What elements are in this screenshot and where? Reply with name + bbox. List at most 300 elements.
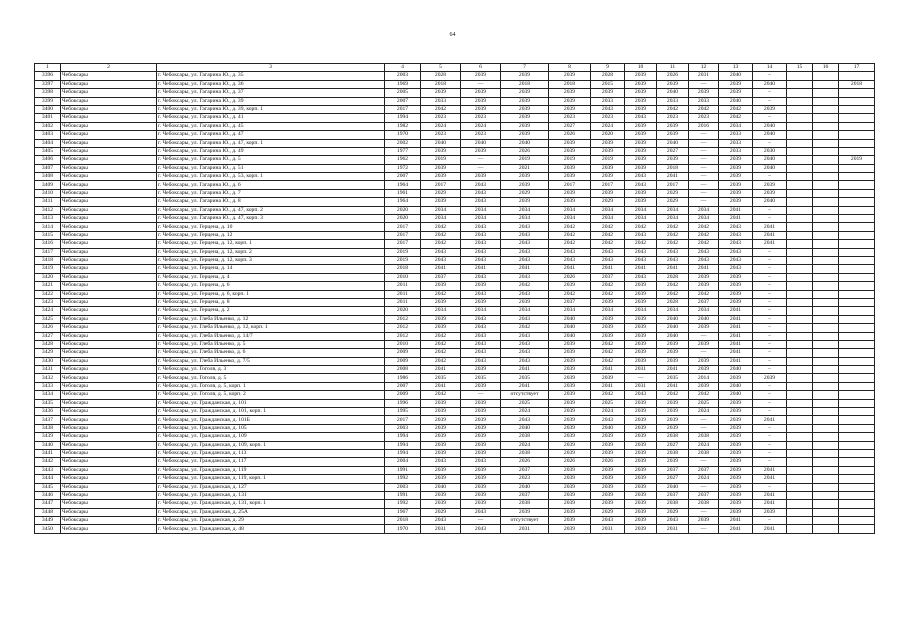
table-cell: 2039 bbox=[719, 508, 753, 516]
table-cell bbox=[839, 475, 875, 483]
table-cell bbox=[813, 416, 839, 424]
table-cell: 3445 bbox=[35, 483, 61, 491]
table-row bbox=[35, 315, 875, 323]
table-cell bbox=[813, 273, 839, 281]
table-cell: 2043 bbox=[461, 189, 501, 197]
table-cell bbox=[813, 399, 839, 407]
table-cell: 2028 bbox=[591, 72, 625, 80]
table-cell: 1991 bbox=[385, 491, 421, 499]
table-cell: 3421 bbox=[35, 282, 61, 290]
table-cell: 2041 bbox=[591, 265, 625, 273]
table-cell: 2040 bbox=[753, 131, 787, 139]
table-cell: Чебоксары bbox=[61, 189, 157, 197]
table-cell: 2010 bbox=[385, 340, 421, 348]
table-cell: 2040 bbox=[753, 164, 787, 172]
table-cell: 2039 bbox=[461, 433, 501, 441]
table-cell: 2043 bbox=[719, 265, 753, 273]
table-cell: г. Чебоксары, ул. Гагарина Ю., д. 37 bbox=[157, 89, 385, 97]
table-cell: Чебоксары bbox=[61, 357, 157, 365]
table-cell bbox=[839, 181, 875, 189]
table-cell: 2039 bbox=[625, 408, 657, 416]
table-cell: Чебоксары bbox=[61, 80, 157, 88]
table-cell: 3413 bbox=[35, 215, 61, 223]
table-cell: Чебоксары bbox=[61, 475, 157, 483]
table-cell bbox=[787, 248, 813, 256]
table-cell: 2017 bbox=[385, 240, 421, 248]
table-cell: 2041 bbox=[719, 324, 753, 332]
table-cell: – bbox=[753, 256, 787, 264]
table-cell: 2039 bbox=[753, 374, 787, 382]
table-cell: 2020 bbox=[385, 206, 421, 214]
table-cell: Чебоксары bbox=[61, 273, 157, 281]
table-cell: 2031 bbox=[625, 382, 657, 390]
table-cell: 2011 bbox=[385, 298, 421, 306]
table-cell bbox=[813, 517, 839, 525]
table-cell: 2039 bbox=[657, 416, 689, 424]
table-cell bbox=[839, 391, 875, 399]
table-cell: 2039 bbox=[719, 433, 753, 441]
table-cell: 2038 bbox=[501, 500, 549, 508]
table-cell: 2043 bbox=[421, 248, 461, 256]
table-cell: 2042 bbox=[421, 357, 461, 365]
table-cell: 2042 bbox=[719, 114, 753, 122]
table-cell: 2039 bbox=[719, 298, 753, 306]
table-cell: 2039 bbox=[719, 458, 753, 466]
table-cell: 2039 bbox=[591, 374, 625, 382]
table-cell: 2039 bbox=[689, 382, 719, 390]
table-cell: Чебоксары bbox=[61, 349, 157, 357]
table-cell: 2043 bbox=[461, 181, 501, 189]
table-row bbox=[35, 231, 875, 239]
table-cell: 3431 bbox=[35, 366, 61, 374]
table-cell: 2043 bbox=[625, 114, 657, 122]
table-cell: Чебоксары bbox=[61, 114, 157, 122]
table-cell: Чебоксары bbox=[61, 382, 157, 390]
table-cell: 2042 bbox=[657, 240, 689, 248]
table-cell: 2039 bbox=[625, 349, 657, 357]
table-cell: – bbox=[753, 324, 787, 332]
table-row bbox=[35, 114, 875, 122]
table-cell: 2043 bbox=[689, 248, 719, 256]
table-cell: 3430 bbox=[35, 357, 61, 365]
table-cell: — bbox=[689, 189, 719, 197]
table-cell: 2039 bbox=[501, 122, 549, 130]
table-cell: 2039 bbox=[591, 332, 625, 340]
table-cell bbox=[813, 139, 839, 147]
table-cell: Чебоксары bbox=[61, 156, 157, 164]
table-cell: — bbox=[689, 424, 719, 432]
table-cell: 2023 bbox=[421, 114, 461, 122]
column-number-row bbox=[35, 64, 875, 72]
table-cell: 2039 bbox=[625, 290, 657, 298]
table-cell: 1970 bbox=[385, 525, 421, 533]
table-cell: 2039 bbox=[591, 324, 625, 332]
table-cell: 2017 bbox=[591, 181, 625, 189]
table-cell: 2039 bbox=[461, 424, 501, 432]
table-cell: 2037 bbox=[689, 466, 719, 474]
table-cell: 2039 bbox=[421, 475, 461, 483]
table-cell: 2040 bbox=[657, 324, 689, 332]
table-cell: 2039 bbox=[421, 449, 461, 457]
table-row bbox=[35, 399, 875, 407]
table-cell: 2042 bbox=[421, 105, 461, 113]
table-row bbox=[35, 500, 875, 508]
table-cell bbox=[787, 147, 813, 155]
table-cell: 2043 bbox=[657, 248, 689, 256]
table-cell bbox=[839, 298, 875, 306]
table-cell: 3427 bbox=[35, 332, 61, 340]
table-cell: 3418 bbox=[35, 256, 61, 264]
table-cell: 2024 bbox=[421, 122, 461, 130]
table-cell bbox=[813, 89, 839, 97]
table-cell: 2040 bbox=[689, 315, 719, 323]
table-cell: 2039 bbox=[549, 391, 591, 399]
table-cell bbox=[839, 198, 875, 206]
table-cell: 2042 bbox=[657, 105, 689, 113]
table-cell: 2025 bbox=[689, 399, 719, 407]
table-cell: г. Чебоксары, ул. Гагарина Ю., д. 53, корп. 1 bbox=[157, 173, 385, 181]
table-cell: 2040 bbox=[549, 332, 591, 340]
table-cell: 2040 bbox=[719, 391, 753, 399]
column-number-cell: 11 bbox=[657, 64, 689, 72]
table-cell: 3412 bbox=[35, 206, 61, 214]
table-cell: 2038 bbox=[689, 449, 719, 457]
table-cell bbox=[813, 147, 839, 155]
table-cell: 2024 bbox=[461, 122, 501, 130]
table-cell bbox=[787, 265, 813, 273]
table-cell: 2043 bbox=[501, 357, 549, 365]
table-cell: 2042 bbox=[657, 231, 689, 239]
table-cell: Чебоксары bbox=[61, 173, 157, 181]
table-cell: 2039 bbox=[501, 298, 549, 306]
table-cell: 2023 bbox=[657, 114, 689, 122]
table-cell: 2039 bbox=[421, 164, 461, 172]
table-cell: 2038 bbox=[501, 433, 549, 441]
table-cell: 3402 bbox=[35, 122, 61, 130]
table-cell bbox=[787, 298, 813, 306]
table-cell bbox=[787, 206, 813, 214]
table-cell: 2040 bbox=[657, 483, 689, 491]
table-cell: 2039 bbox=[689, 89, 719, 97]
table-cell bbox=[839, 340, 875, 348]
table-cell: 2041 bbox=[549, 265, 591, 273]
table-cell: 2039 bbox=[689, 282, 719, 290]
table-cell: 1994 bbox=[385, 114, 421, 122]
table-cell: 2034 bbox=[657, 206, 689, 214]
table-cell: 2039 bbox=[501, 181, 549, 189]
table-cell: Чебоксары bbox=[61, 374, 157, 382]
table-cell bbox=[839, 357, 875, 365]
table-cell bbox=[813, 131, 839, 139]
table-cell: 2039 bbox=[689, 357, 719, 365]
table-cell: 2039 bbox=[501, 131, 549, 139]
table-cell bbox=[839, 215, 875, 223]
table-cell: 2042 bbox=[719, 105, 753, 113]
table-cell: — bbox=[461, 80, 501, 88]
table-cell: 2039 bbox=[461, 408, 501, 416]
table-cell: г. Чебоксары, ул. Гражданская, д. 109 bbox=[157, 433, 385, 441]
table-cell bbox=[787, 198, 813, 206]
table-row bbox=[35, 189, 875, 197]
table-cell: 2039 bbox=[719, 89, 753, 97]
table-cell: Чебоксары bbox=[61, 517, 157, 525]
table-cell bbox=[813, 357, 839, 365]
table-cell: 2043 bbox=[625, 173, 657, 181]
column-number-cell: 8 bbox=[549, 64, 591, 72]
table-cell: 2041 bbox=[421, 265, 461, 273]
table-cell: 2037 bbox=[689, 298, 719, 306]
table-cell: 2039 bbox=[689, 324, 719, 332]
table-cell: 2025 bbox=[501, 399, 549, 407]
table-cell: 2039 bbox=[625, 105, 657, 113]
table-cell bbox=[813, 114, 839, 122]
table-cell: 2035 bbox=[421, 374, 461, 382]
table-cell bbox=[787, 332, 813, 340]
table-cell: г. Чебоксары, ул. Глеба Ильенко, д. 6 bbox=[157, 349, 385, 357]
table-cell: 1994 bbox=[385, 433, 421, 441]
column-number-cell: 5 bbox=[421, 64, 461, 72]
table-cell: г. Чебоксары, ул. Гражданская, д. 29 bbox=[157, 517, 385, 525]
table-cell: Чебоксары bbox=[61, 223, 157, 231]
table-cell bbox=[839, 114, 875, 122]
table-cell: 3407 bbox=[35, 164, 61, 172]
table-cell bbox=[813, 206, 839, 214]
table-cell bbox=[813, 173, 839, 181]
table-cell: 2041 bbox=[719, 206, 753, 214]
table-cell: 2039 bbox=[719, 491, 753, 499]
table-cell: 2039 bbox=[657, 424, 689, 432]
table-cell: 2033 bbox=[657, 97, 689, 105]
table-cell: 2037 bbox=[689, 491, 719, 499]
table-cell: 3441 bbox=[35, 449, 61, 457]
table-row bbox=[35, 290, 875, 298]
table-cell: 1994 bbox=[385, 449, 421, 457]
table-cell bbox=[787, 449, 813, 457]
table-cell: 2042 bbox=[591, 231, 625, 239]
table-cell: 2039 bbox=[625, 156, 657, 164]
table-cell: 2039 bbox=[549, 382, 591, 390]
table-cell: 2039 bbox=[549, 500, 591, 508]
table-cell: 2039 bbox=[421, 198, 461, 206]
table-cell: 2039 bbox=[719, 290, 753, 298]
table-cell: – bbox=[753, 332, 787, 340]
table-cell: 2041 bbox=[657, 366, 689, 374]
table-cell: 2041 bbox=[657, 173, 689, 181]
table-cell: 2034 bbox=[625, 307, 657, 315]
table-cell: 1994 bbox=[385, 441, 421, 449]
table-cell: г. Чебоксары, ул. Гагарина Ю., д. 39 bbox=[157, 97, 385, 105]
table-cell: 2039 bbox=[591, 500, 625, 508]
table-cell: 2042 bbox=[421, 223, 461, 231]
table-cell: 2039 bbox=[549, 349, 591, 357]
table-cell: – bbox=[753, 282, 787, 290]
table-cell bbox=[813, 525, 839, 533]
table-cell: 2039 bbox=[549, 424, 591, 432]
table-cell bbox=[787, 340, 813, 348]
table-cell: 2042 bbox=[689, 240, 719, 248]
table-row bbox=[35, 466, 875, 474]
table-cell: Чебоксары bbox=[61, 433, 157, 441]
table-cell: 2039 bbox=[461, 449, 501, 457]
table-cell: 3434 bbox=[35, 391, 61, 399]
table-cell bbox=[839, 441, 875, 449]
table-cell: 2039 bbox=[625, 298, 657, 306]
table-cell: 2043 bbox=[719, 223, 753, 231]
column-number-cell: 14 bbox=[753, 64, 787, 72]
table-cell bbox=[813, 500, 839, 508]
table-cell bbox=[839, 223, 875, 231]
table-cell: 2031 bbox=[689, 72, 719, 80]
table-cell: 2034 bbox=[501, 215, 549, 223]
table-cell: Чебоксары bbox=[61, 466, 157, 474]
table-cell: 2039 bbox=[657, 458, 689, 466]
table-row bbox=[35, 147, 875, 155]
table-cell bbox=[787, 416, 813, 424]
table-cell: 2031 bbox=[421, 525, 461, 533]
table-cell: Чебоксары bbox=[61, 164, 157, 172]
table-cell: 3422 bbox=[35, 290, 61, 298]
table-cell: г. Чебоксары, ул. Глеба Ильенко, д. 12 bbox=[157, 315, 385, 323]
table-cell bbox=[839, 349, 875, 357]
table-cell: 2031 bbox=[625, 366, 657, 374]
table-cell: г. Чебоксары, ул. Герцена, д. 2 bbox=[157, 307, 385, 315]
table-cell bbox=[787, 466, 813, 474]
table-row bbox=[35, 156, 875, 164]
table-cell: Чебоксары bbox=[61, 206, 157, 214]
table-cell: 2039 bbox=[657, 357, 689, 365]
table-cell: г. Чебоксары, ул. Гражданская, д. 131 bbox=[157, 491, 385, 499]
table-cell: 2042 bbox=[625, 223, 657, 231]
table-cell bbox=[787, 315, 813, 323]
table-cell: г. Чебоксары, ул. Гражданская, д. 119, корп. 1 bbox=[157, 475, 385, 483]
table-cell: 2040 bbox=[501, 483, 549, 491]
table-cell: 2039 bbox=[719, 424, 753, 432]
table-cell: 2041 bbox=[753, 231, 787, 239]
table-cell: 2007 bbox=[385, 382, 421, 390]
table-cell: 1964 bbox=[385, 198, 421, 206]
table-cell bbox=[787, 366, 813, 374]
table-cell: 2042 bbox=[421, 240, 461, 248]
table-cell: 2034 bbox=[591, 307, 625, 315]
table-cell bbox=[813, 366, 839, 374]
table-cell: 1962 bbox=[385, 156, 421, 164]
table-cell: — bbox=[689, 173, 719, 181]
table-cell: 2039 bbox=[461, 382, 501, 390]
table-cell: 2039 bbox=[461, 366, 501, 374]
table-cell: 2042 bbox=[689, 231, 719, 239]
table-cell: 2039 bbox=[421, 89, 461, 97]
table-cell bbox=[839, 315, 875, 323]
table-cell: 2029 bbox=[591, 198, 625, 206]
table-cell: 3403 bbox=[35, 131, 61, 139]
table-cell: 2027 bbox=[657, 475, 689, 483]
table-cell bbox=[839, 290, 875, 298]
table-cell: 1969 bbox=[385, 80, 421, 88]
page-number: 64 bbox=[449, 32, 456, 38]
table-cell bbox=[839, 122, 875, 130]
table-cell: 2026 bbox=[549, 458, 591, 466]
table-cell: 2008 bbox=[385, 366, 421, 374]
table-cell: – bbox=[753, 114, 787, 122]
table-cell: Чебоксары bbox=[61, 500, 157, 508]
table-cell: 2041 bbox=[753, 416, 787, 424]
table-cell: Чебоксары bbox=[61, 256, 157, 264]
table-cell: 2041 bbox=[625, 265, 657, 273]
table-cell: г. Чебоксары, ул. Гагарина Ю., д. 8 bbox=[157, 198, 385, 206]
table-cell: 2038 bbox=[657, 500, 689, 508]
table-cell: 2039 bbox=[719, 399, 753, 407]
table-cell: – bbox=[753, 433, 787, 441]
table-cell: Чебоксары bbox=[61, 416, 157, 424]
table-cell: 2017 bbox=[385, 416, 421, 424]
table-cell: – bbox=[753, 458, 787, 466]
column-number-cell: 9 bbox=[591, 64, 625, 72]
table-cell: 2039 bbox=[625, 147, 657, 155]
table-cell: 2043 bbox=[461, 231, 501, 239]
table-cell: 2041 bbox=[591, 366, 625, 374]
table-cell: — bbox=[689, 458, 719, 466]
table-cell: 2004 bbox=[385, 458, 421, 466]
table-cell: 2042 bbox=[657, 223, 689, 231]
table-cell bbox=[839, 307, 875, 315]
table-cell: — bbox=[689, 349, 719, 357]
table-cell: 2043 bbox=[625, 256, 657, 264]
table-cell: — bbox=[689, 198, 719, 206]
table-cell: 2039 bbox=[625, 80, 657, 88]
table-cell: 2033 bbox=[719, 147, 753, 155]
table-cell bbox=[787, 424, 813, 432]
table-cell bbox=[813, 97, 839, 105]
table-cell: 2042 bbox=[657, 290, 689, 298]
table-cell: 2039 bbox=[719, 466, 753, 474]
table-cell: – bbox=[753, 399, 787, 407]
table-cell: – bbox=[753, 173, 787, 181]
table-cell bbox=[787, 324, 813, 332]
table-cell: 2039 bbox=[549, 282, 591, 290]
table-cell: Чебоксары bbox=[61, 508, 157, 516]
table-cell: г. Чебоксары, ул. Гражданская, д. 109, корп. 1 bbox=[157, 441, 385, 449]
table-cell: 2039 bbox=[719, 475, 753, 483]
table-cell: Чебоксары bbox=[61, 122, 157, 130]
table-cell: 2029 bbox=[657, 508, 689, 516]
table-row bbox=[35, 198, 875, 206]
table-cell: Чебоксары bbox=[61, 181, 157, 189]
table-cell: 2039 bbox=[461, 298, 501, 306]
table-cell: – bbox=[753, 290, 787, 298]
table-cell: 2042 bbox=[657, 391, 689, 399]
table-cell: — bbox=[689, 416, 719, 424]
table-cell: — bbox=[461, 517, 501, 525]
table-cell: 2034 bbox=[625, 215, 657, 223]
table-cell: г. Чебоксары, ул. Герцена, д. 6, корп. 1 bbox=[157, 290, 385, 298]
table-cell: 2040 bbox=[657, 315, 689, 323]
column-number-cell: 7 bbox=[501, 64, 549, 72]
table-cell: — bbox=[689, 525, 719, 533]
table-row bbox=[35, 458, 875, 466]
table-cell: 2024 bbox=[689, 441, 719, 449]
table-cell: 2039 bbox=[591, 139, 625, 147]
table-cell: г. Чебоксары, ул. Гагарина Ю., д. 6 bbox=[157, 181, 385, 189]
table-cell: 2039 bbox=[501, 173, 549, 181]
table-row bbox=[35, 89, 875, 97]
table-cell: 2039 bbox=[421, 424, 461, 432]
table-cell: 2009 bbox=[385, 349, 421, 357]
table-cell: 2039 bbox=[549, 357, 591, 365]
table-cell: 3417 bbox=[35, 248, 61, 256]
table-cell: 2039 bbox=[421, 399, 461, 407]
table-cell: 2035 bbox=[461, 374, 501, 382]
table-cell: 2042 bbox=[501, 324, 549, 332]
